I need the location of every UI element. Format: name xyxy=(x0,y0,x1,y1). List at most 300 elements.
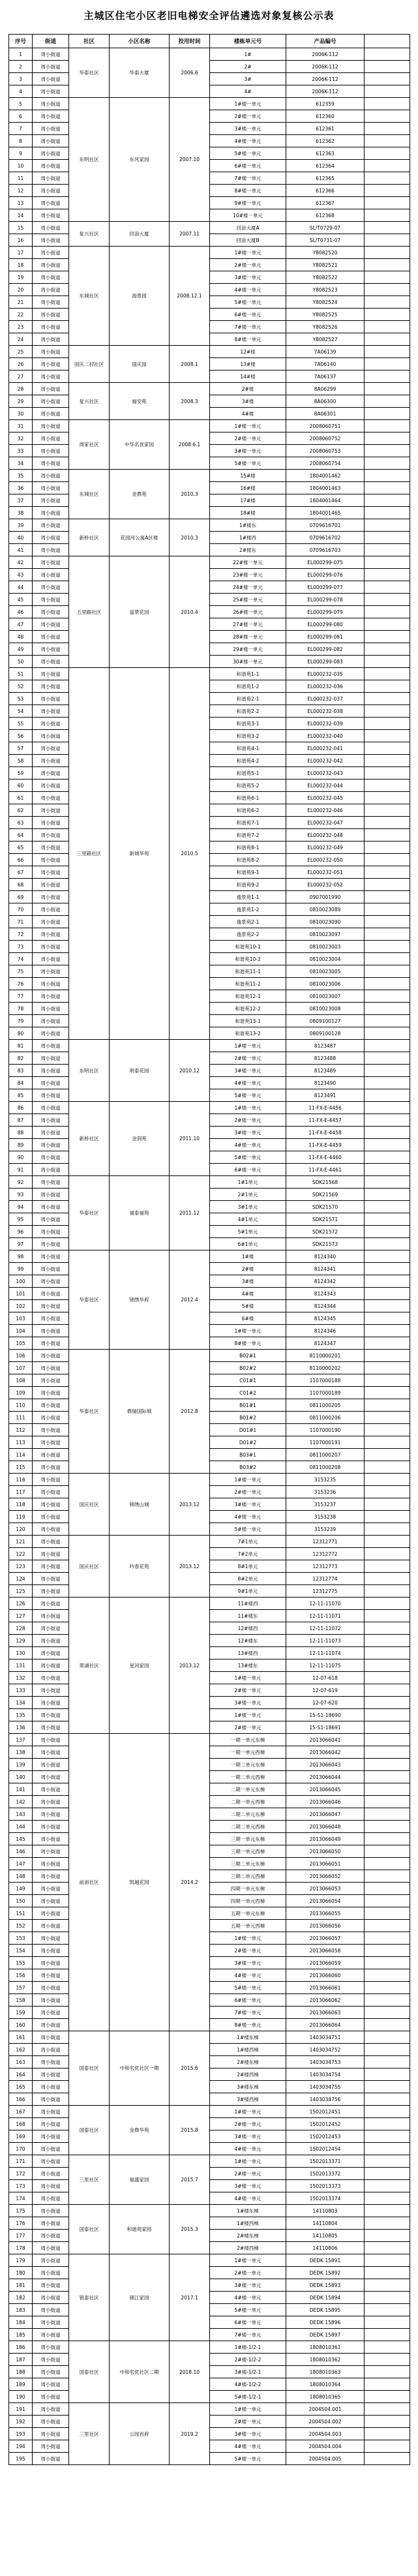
cell-blank xyxy=(365,1325,410,1337)
cell-blank xyxy=(365,247,410,259)
cell-blank xyxy=(365,1883,410,1895)
cell-community: 三里社区 xyxy=(69,2403,110,2465)
cell-unit: 1#楼一单元 xyxy=(210,1672,286,1684)
cell-no: 98 xyxy=(9,1250,33,1263)
cell-blank xyxy=(365,296,410,309)
cell-unit: 9#楼一单元 xyxy=(210,197,286,209)
cell-unit: 二期二单元西梯 xyxy=(210,1821,286,1833)
cell-no: 75 xyxy=(9,965,33,978)
cell-product-code: 12312771 xyxy=(286,1536,365,1548)
cell-no: 159 xyxy=(9,2007,33,2019)
cell-street: 周小街道 xyxy=(33,854,69,866)
cell-street: 周小街道 xyxy=(33,594,69,606)
cell-street: 周小街道 xyxy=(33,1176,69,1189)
cell-street: 周小街道 xyxy=(33,1325,69,1337)
cell-unit: 二期二单元东梯 xyxy=(210,1808,286,1821)
cell-blank xyxy=(365,2081,410,2093)
cell-product-code: 2013066064 xyxy=(286,2019,365,2031)
cell-street: 周小街道 xyxy=(33,1771,69,1783)
cell-no: 177 xyxy=(9,2230,33,2242)
cell-no: 138 xyxy=(9,1746,33,1759)
cell-product-code: 8123488 xyxy=(286,1052,365,1065)
cell-blank xyxy=(365,2416,410,2428)
cell-product-code: Y8082527 xyxy=(286,333,365,346)
cell-blank xyxy=(365,1102,410,1114)
cell-unit: 5#楼一单元 xyxy=(210,1089,286,1102)
elevator-table xyxy=(8,34,410,2465)
cell-street: 周小街道 xyxy=(33,965,69,978)
cell-blank xyxy=(365,1895,410,1907)
cell-no: 162 xyxy=(9,2044,33,2056)
cell-product-code: 14110804 xyxy=(286,2217,365,2230)
cell-blank xyxy=(365,656,410,668)
header-date: 投用时间 xyxy=(170,35,210,48)
table-row xyxy=(9,556,410,569)
cell-unit: 6#楼一单元 xyxy=(210,1994,286,2007)
cell-product-code: 0809100127 xyxy=(286,1015,365,1027)
cell-unit: 和谐苑9-1 xyxy=(210,866,286,879)
cell-unit: 4#楼一单元 xyxy=(210,135,286,147)
cell-no: 12 xyxy=(9,185,33,197)
cell-no: 135 xyxy=(9,1709,33,1721)
cell-no: 67 xyxy=(9,866,33,879)
cell-street: 周小街道 xyxy=(33,2230,69,2242)
cell-no: 129 xyxy=(9,1635,33,1647)
cell-no: 126 xyxy=(9,1598,33,1610)
cell-product-code: DEDK 15894 xyxy=(286,2292,365,2304)
cell-unit: 2#楼一单元 xyxy=(210,2267,286,2279)
cell-no: 4 xyxy=(9,85,33,98)
cell-product-code: EL000232-035 xyxy=(286,668,365,680)
cell-no: 31 xyxy=(9,420,33,432)
cell-unit: 3#楼一单元 xyxy=(210,271,286,284)
cell-product-code: 1804001463 xyxy=(286,482,365,494)
cell-no: 103 xyxy=(9,1312,33,1325)
cell-product-code: 12-07-619 xyxy=(286,1684,365,1697)
cell-no: 79 xyxy=(9,1015,33,1027)
cell-product-code: Y8082521 xyxy=(286,259,365,271)
cell-street: 周小街道 xyxy=(33,1238,69,1250)
cell-no: 120 xyxy=(9,1523,33,1536)
table-row xyxy=(9,346,410,358)
cell-product-code: EL000232-045 xyxy=(286,792,365,804)
cell-product-code: EL000232-047 xyxy=(286,817,365,829)
cell-date: 2008.3 xyxy=(170,383,210,420)
cell-unit: 4#楼 xyxy=(210,408,286,420)
cell-street: 周小街道 xyxy=(33,1734,69,1746)
cell-street: 周小街道 xyxy=(33,1659,69,1672)
cell-no: 49 xyxy=(9,643,33,656)
cell-date: 2010.3 xyxy=(170,470,210,519)
cell-product-code: EL000299-075 xyxy=(286,556,365,569)
cell-no: 53 xyxy=(9,693,33,705)
cell-no: 166 xyxy=(9,2093,33,2106)
cell-product-code: EL000232-044 xyxy=(286,780,365,792)
cell-blank xyxy=(365,2341,410,2354)
cell-estate: 和谐苑家园 xyxy=(110,2205,170,2254)
cell-community: 周家社区 xyxy=(69,420,110,470)
cell-product-code: 8124346 xyxy=(286,1325,365,1337)
cell-product-code: Y8082520 xyxy=(286,247,365,259)
cell-blank xyxy=(365,829,410,841)
cell-street: 周小街道 xyxy=(33,1275,69,1288)
cell-product-code: 8124343 xyxy=(286,1288,365,1300)
cell-date: 2012.8 xyxy=(170,1350,210,1474)
cell-blank xyxy=(365,1176,410,1189)
cell-no: 118 xyxy=(9,1498,33,1511)
cell-street: 周小街道 xyxy=(33,2292,69,2304)
cell-street: 周小街道 xyxy=(33,581,69,594)
cell-no: 144 xyxy=(9,1821,33,1833)
cell-unit: 和谐苑6-2 xyxy=(210,804,286,817)
cell-blank xyxy=(365,1040,410,1052)
cell-date: 2008.6.1 xyxy=(170,420,210,470)
cell-no: 93 xyxy=(9,1189,33,1201)
cell-blank xyxy=(365,123,410,135)
cell-street: 周小街道 xyxy=(33,1598,69,1610)
cell-no: 147 xyxy=(9,1858,33,1870)
cell-street: 周小街道 xyxy=(33,1833,69,1845)
cell-blank xyxy=(365,1858,410,1870)
cell-product-code: 2013066057 xyxy=(286,1932,365,1945)
cell-blank xyxy=(365,284,410,296)
cell-no: 121 xyxy=(9,1536,33,1548)
cell-estate: 明泰花园 xyxy=(110,1040,170,1102)
cell-unit: 回浪大厦A xyxy=(210,222,286,234)
cell-no: 60 xyxy=(9,780,33,792)
cell-no: 116 xyxy=(9,1474,33,1486)
cell-no: 154 xyxy=(9,1945,33,1957)
cell-unit: 2#楼东 xyxy=(210,544,286,556)
cell-unit: 3#楼一单元 xyxy=(210,2130,286,2143)
cell-product-code: SL/T0729-07 xyxy=(286,222,365,234)
cell-product-code: EL000232-037 xyxy=(286,693,365,705)
cell-no: 32 xyxy=(9,432,33,445)
cell-product-code: 1403034754 xyxy=(286,2068,365,2081)
cell-street: 周小街道 xyxy=(33,1077,69,1089)
cell-blank xyxy=(365,1300,410,1312)
cell-product-code: 2013066063 xyxy=(286,2007,365,2019)
cell-no: 42 xyxy=(9,556,33,569)
cell-estate: 东风家园 xyxy=(110,98,170,222)
cell-blank xyxy=(365,2391,410,2403)
cell-unit: B01#1 xyxy=(210,1399,286,1412)
cell-community: 复兴社区 xyxy=(69,383,110,420)
cell-blank xyxy=(365,470,410,482)
cell-community: 国庆社区 xyxy=(69,1536,110,1598)
cell-unit: 1#楼东梯 xyxy=(210,2031,286,2044)
cell-no: 150 xyxy=(9,1895,33,1907)
cell-unit: 3#楼一单元 xyxy=(210,123,286,135)
cell-product-code: EL000232-052 xyxy=(286,879,365,891)
cell-blank xyxy=(365,606,410,618)
cell-product-code: 2013066056 xyxy=(286,1920,365,1932)
cell-blank xyxy=(365,1052,410,1065)
cell-unit: 2#楼一单元 xyxy=(210,2118,286,2130)
cell-product-code: 2013066050 xyxy=(286,1845,365,1858)
cell-no: 34 xyxy=(9,457,33,470)
cell-blank xyxy=(365,2440,410,2453)
cell-street: 周小街道 xyxy=(33,1907,69,1920)
cell-street: 周小街道 xyxy=(33,1052,69,1065)
cell-blank xyxy=(365,1536,410,1548)
cell-product-code: 2004504.003 xyxy=(286,2428,365,2440)
cell-blank xyxy=(365,767,410,780)
cell-blank xyxy=(365,507,410,519)
cell-blank xyxy=(365,841,410,854)
cell-no: 62 xyxy=(9,804,33,817)
cell-product-code: 2013066051 xyxy=(286,1858,365,1870)
cell-product-code: 2013066041 xyxy=(286,1734,365,1746)
cell-product-code: EL000299-078 xyxy=(286,594,365,606)
cell-blank xyxy=(365,2292,410,2304)
cell-street: 周小街道 xyxy=(33,569,69,581)
cell-estate: 中和名优社区二期 xyxy=(110,2341,170,2403)
cell-product-code: 1502013372 xyxy=(286,2168,365,2180)
cell-street: 周小街道 xyxy=(33,556,69,569)
cell-blank xyxy=(365,718,410,730)
cell-community: 三里路社区 xyxy=(69,668,110,1040)
cell-no: 100 xyxy=(9,1275,33,1288)
cell-no: 43 xyxy=(9,569,33,581)
cell-street: 周小街道 xyxy=(33,1548,69,1560)
cell-product-code: 2013066042 xyxy=(286,1746,365,1759)
cell-blank xyxy=(365,2068,410,2081)
table-row xyxy=(9,1350,410,1362)
cell-unit: 3#楼一单元 xyxy=(210,1957,286,1969)
cell-no: 111 xyxy=(9,1412,33,1424)
cell-no: 38 xyxy=(9,507,33,519)
cell-product-code: 11-FX-E-4457 xyxy=(286,1114,365,1127)
cell-unit: 逸景苑2-1 xyxy=(210,916,286,928)
cell-product-code: 2013066059 xyxy=(286,1957,365,1969)
cell-unit: B02#2 xyxy=(210,1362,286,1374)
cell-no: 15 xyxy=(9,222,33,234)
cell-blank xyxy=(365,2230,410,2242)
cell-blank xyxy=(365,185,410,197)
cell-blank xyxy=(365,1945,410,1957)
cell-product-code: 0811000206 xyxy=(286,1412,365,1424)
cell-blank xyxy=(365,432,410,445)
cell-no: 27 xyxy=(9,371,33,383)
cell-no: 37 xyxy=(9,494,33,507)
cell-product-code: SL/T0731-07 xyxy=(286,234,365,247)
cell-community: 翠湖社区 xyxy=(69,1598,110,1734)
cell-street: 周小街道 xyxy=(33,1027,69,1040)
cell-product-code: 12312775 xyxy=(286,1585,365,1598)
cell-no: 3 xyxy=(9,73,33,85)
cell-blank xyxy=(365,209,410,222)
cell-unit: 一期二单元西梯 xyxy=(210,1771,286,1783)
table-row xyxy=(9,1040,410,1052)
cell-community: 国庆二村社区 xyxy=(69,346,110,383)
cell-blank xyxy=(365,271,410,284)
cell-no: 56 xyxy=(9,730,33,742)
cell-street: 周小街道 xyxy=(33,1783,69,1796)
cell-street: 周小街道 xyxy=(33,780,69,792)
cell-blank xyxy=(365,494,410,507)
cell-no: 5 xyxy=(9,98,33,110)
cell-street: 周小街道 xyxy=(33,346,69,358)
cell-product-code: 2004504.004 xyxy=(286,2440,365,2453)
cell-no: 176 xyxy=(9,2217,33,2230)
cell-estate: 国庆园 xyxy=(110,346,170,383)
cell-no: 44 xyxy=(9,581,33,594)
cell-estate: 华泰大厦 xyxy=(110,48,170,98)
cell-unit: 和谐苑1-2 xyxy=(210,680,286,693)
cell-product-code: 1808010365 xyxy=(286,2391,365,2403)
cell-product-code: 1804001462 xyxy=(286,470,365,482)
cell-unit: 逸景苑2-2 xyxy=(210,928,286,941)
cell-unit: 10#楼一单元 xyxy=(210,209,286,222)
cell-product-code: 0907001990 xyxy=(286,891,365,903)
cell-community: 国泰社区 xyxy=(69,2106,110,2155)
cell-street: 周小街道 xyxy=(33,2391,69,2403)
cell-unit: 三期二单元东梯 xyxy=(210,1858,286,1870)
cell-no: 163 xyxy=(9,2056,33,2068)
cell-no: 179 xyxy=(9,2254,33,2267)
cell-unit: 3#楼一单元 xyxy=(210,1697,286,1709)
cell-unit: 29#楼一单元 xyxy=(210,643,286,656)
cell-street: 周小街道 xyxy=(33,1498,69,1511)
cell-no: 13 xyxy=(9,197,33,209)
cell-no: 99 xyxy=(9,1263,33,1275)
cell-unit: 2#楼一单元 xyxy=(210,2168,286,2180)
cell-no: 64 xyxy=(9,829,33,841)
cell-street: 周小街道 xyxy=(33,606,69,618)
cell-no: 9 xyxy=(9,147,33,160)
cell-product-code: 2013066054 xyxy=(286,1895,365,1907)
cell-product-code: 1403034755 xyxy=(286,2081,365,2093)
cell-community: 华泰社区 xyxy=(69,1176,110,1250)
cell-street: 周小街道 xyxy=(33,2155,69,2168)
cell-product-code: 2006K-112 xyxy=(286,85,365,98)
cell-blank xyxy=(365,1920,410,1932)
cell-street: 周小街道 xyxy=(33,891,69,903)
cell-no: 134 xyxy=(9,1697,33,1709)
cell-blank xyxy=(365,1065,410,1077)
cell-no: 96 xyxy=(9,1226,33,1238)
cell-no: 173 xyxy=(9,2180,33,2192)
cell-street: 周小街道 xyxy=(33,916,69,928)
cell-unit: 6#1单元 xyxy=(210,1238,286,1250)
cell-blank xyxy=(365,1189,410,1201)
cell-blank xyxy=(365,978,410,990)
cell-product-code: 2004504.005 xyxy=(286,2453,365,2465)
cell-blank xyxy=(365,1598,410,1610)
cell-blank xyxy=(365,1511,410,1523)
table-row xyxy=(9,519,410,532)
cell-street: 周小街道 xyxy=(33,395,69,408)
cell-product-code: 8124347 xyxy=(286,1337,365,1350)
cell-blank xyxy=(365,1994,410,2007)
cell-no: 58 xyxy=(9,755,33,767)
cell-product-code: 0810023004 xyxy=(286,953,365,965)
cell-unit: 和谐苑10-2 xyxy=(210,953,286,965)
cell-unit: 14#楼 xyxy=(210,371,286,383)
cell-unit: 四期一单元西梯 xyxy=(210,1895,286,1907)
cell-street: 周小街道 xyxy=(33,2440,69,2453)
cell-no: 18 xyxy=(9,259,33,271)
cell-no: 107 xyxy=(9,1362,33,1374)
table-row xyxy=(9,2106,410,2118)
cell-unit: 5#楼一单元 xyxy=(210,2304,286,2316)
cell-unit: C01#1 xyxy=(210,1374,286,1387)
cell-no: 22 xyxy=(9,309,33,321)
cell-product-code: 2013066062 xyxy=(286,1994,365,2007)
cell-unit: 6#楼一单元 xyxy=(210,2316,286,2329)
cell-no: 90 xyxy=(9,1151,33,1164)
cell-product-code: 2013066053 xyxy=(286,1883,365,1895)
cell-no: 182 xyxy=(9,2292,33,2304)
cell-street: 周小街道 xyxy=(33,2106,69,2118)
cell-unit: 4#楼一单元 xyxy=(210,1139,286,1151)
cell-no: 125 xyxy=(9,1585,33,1598)
table-row xyxy=(9,1474,410,1486)
cell-unit: 2#楼一单元 xyxy=(210,1684,286,1697)
cell-date: 2013.12 xyxy=(170,1474,210,1536)
cell-product-code: 12312774 xyxy=(286,1573,365,1585)
cell-estate: 福安苑 xyxy=(110,383,170,420)
cell-no: 148 xyxy=(9,1870,33,1883)
cell-street: 周小街道 xyxy=(33,953,69,965)
cell-street: 周小街道 xyxy=(33,2267,69,2279)
header-blank xyxy=(365,35,410,48)
cell-street: 周小街道 xyxy=(33,1461,69,1474)
cell-unit: 8#2单元 xyxy=(210,1573,286,1585)
cell-street: 周小街道 xyxy=(33,172,69,185)
cell-unit: 5#楼 xyxy=(210,1300,286,1312)
cell-no: 109 xyxy=(9,1387,33,1399)
cell-blank xyxy=(365,2428,410,2440)
cell-unit: 逸景苑1-2 xyxy=(210,903,286,916)
cell-street: 周小街道 xyxy=(33,1945,69,1957)
cell-unit: 8#楼一单元 xyxy=(210,1337,286,1350)
cell-blank xyxy=(365,1201,410,1213)
cell-no: 123 xyxy=(9,1560,33,1573)
cell-unit: 4#楼一单元 xyxy=(210,2292,286,2304)
cell-community: 前南社区 xyxy=(69,1734,110,2031)
cell-street: 周小街道 xyxy=(33,1424,69,1436)
cell-blank xyxy=(365,457,410,470)
cell-no: 20 xyxy=(9,284,33,296)
cell-street: 周小街道 xyxy=(33,2168,69,2180)
table-row xyxy=(9,1176,410,1189)
cell-unit: 2#楼东梯 xyxy=(210,2056,286,2068)
cell-street: 周小街道 xyxy=(33,742,69,755)
cell-estate: 凯越花园 xyxy=(110,1734,170,2031)
cell-unit: 3# xyxy=(210,73,286,85)
cell-unit: B03#2 xyxy=(210,1461,286,1474)
cell-product-code: 0709616701 xyxy=(286,519,365,532)
cell-blank xyxy=(365,1548,410,1560)
cell-product-code: 612366 xyxy=(286,185,365,197)
cell-blank xyxy=(365,2143,410,2155)
cell-no: 104 xyxy=(9,1325,33,1337)
cell-product-code: 14110806 xyxy=(286,2242,365,2254)
cell-product-code: EL000299-076 xyxy=(286,569,365,581)
cell-product-code: 1502012451 xyxy=(286,2106,365,2118)
cell-street: 周小街道 xyxy=(33,544,69,556)
cell-unit: 3#楼东梯 xyxy=(210,2081,286,2093)
cell-product-code: 8124345 xyxy=(286,1312,365,1325)
cell-blank xyxy=(365,1573,410,1585)
cell-unit: 8#楼一单元 xyxy=(210,185,286,197)
cell-product-code: EL000232-050 xyxy=(286,854,365,866)
cell-blank xyxy=(365,854,410,866)
cell-no: 30 xyxy=(9,408,33,420)
cell-street: 周小街道 xyxy=(33,1399,69,1412)
